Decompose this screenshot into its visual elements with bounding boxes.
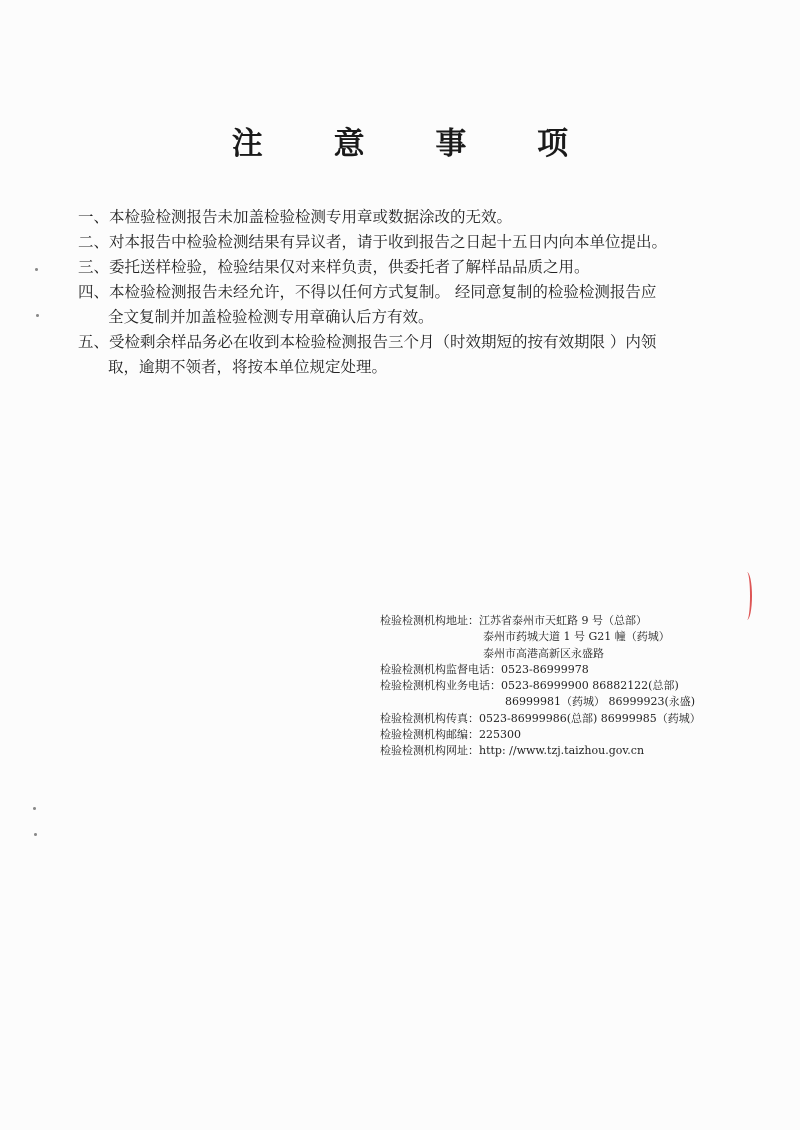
address-value: 泰州市高港高新区永盛路: [483, 646, 604, 660]
scan-speck: [33, 807, 36, 810]
website-label: 检验检测机构网址：: [380, 744, 479, 758]
address-row: [380, 613, 701, 629]
notice-item-3: [78, 255, 758, 280]
postcode-label: 检验检测机构邮编：: [380, 728, 479, 742]
fax-label: 检验检测机构传真：: [380, 711, 479, 725]
scan-speck: [35, 268, 38, 271]
business-phone-label: 检验检测机构业务电话：: [380, 679, 501, 693]
website-value: http: //www.tzj.taizhou.gov.cn: [479, 744, 645, 758]
notice-text: 一、本检验检测报告未加盖检验检测专用章或数据涂改的无效。: [78, 208, 513, 226]
address-label: 检验检测机构地址：: [380, 614, 479, 627]
notice-item-2: [78, 230, 758, 255]
website-row: [380, 743, 701, 759]
notice-text-continued: 全文复制并加盖检验检测专用章确认后方有效。: [108, 308, 434, 326]
notice-text-continued: 取，逾期不领者，将按本单位规定处理。: [108, 358, 388, 376]
notice-text: 五、受检剩余样品务必在收到本检验检测报告三个月（时效期短的按有效期限 ）内领: [78, 333, 657, 351]
notice-item-1: [78, 205, 758, 230]
notice-text: 四、本检验检测报告未经允许，不得以任何方式复制。 经同意复制的检验检测报告应: [78, 283, 657, 301]
address-value: 江苏省泰州市天虹路 9 号（总部）: [479, 614, 647, 627]
postcode-row: [380, 727, 701, 743]
business-phone-value: 86999981（药城） 86999923(永盛): [505, 695, 696, 709]
contact-info: [380, 613, 701, 760]
seal-edge-mark: [742, 572, 752, 620]
business-phone-value: 0523-86999900 86882122(总部): [501, 679, 679, 693]
notice-item-4: [78, 280, 758, 330]
supervision-phone-value: 0523-86999978: [501, 662, 589, 676]
supervision-phone-label: 检验检测机构监督电话：: [380, 662, 501, 676]
business-phone-row: [380, 678, 701, 694]
fax-value: 0523-86999986(总部) 86999985（药城）: [479, 711, 701, 725]
scan-speck: [36, 314, 39, 317]
address-value: 泰州市药城大道 1 号 G21 幢（药城）: [483, 630, 670, 644]
scan-speck: [34, 833, 37, 836]
supervision-phone-row: [380, 662, 701, 678]
notice-list: [78, 205, 758, 380]
notice-text: 二、对本报告中检验检测结果有异议者，请于收到报告之日起十五日内向本单位提出。: [78, 233, 668, 251]
postcode-value: 225300: [479, 728, 521, 742]
page-title: 注 意 事 项: [231, 126, 599, 162]
notice-text: 三、委托送样检验，检验结果仅对来样负责，供委托者了解样品品质之用。: [78, 258, 590, 276]
fax-row: [380, 711, 701, 727]
notice-item-5: [78, 330, 758, 380]
